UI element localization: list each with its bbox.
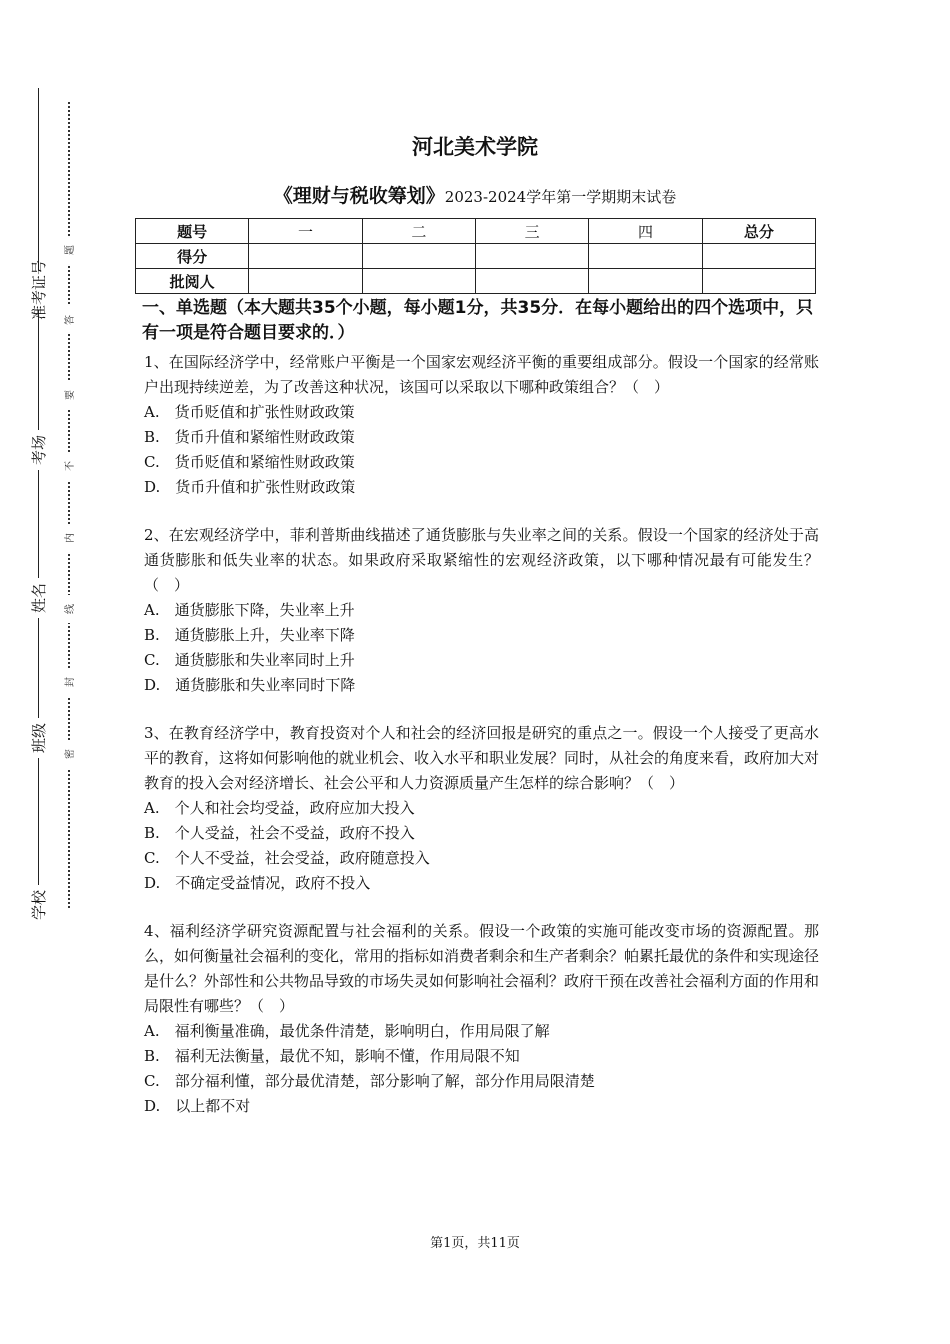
seal-char: 线 — [54, 595, 82, 623]
column-header: 三 — [475, 219, 588, 244]
term-label: 2023-2024学年第一学期期末试卷 — [444, 188, 677, 206]
score-cell[interactable] — [475, 244, 588, 269]
binding-label-class: 班级 — [18, 718, 58, 758]
option-c[interactable]: C. 部分福利懂，部分最优清楚，部分影响了解，部分作用局限清楚 — [144, 1072, 595, 1090]
seal-char: 封 — [54, 668, 82, 696]
score-table-header-row — [136, 219, 816, 244]
column-header-total: 总分 — [702, 219, 815, 244]
exam-subtitle — [0, 181, 950, 208]
binding-label-school: 学校 — [18, 885, 58, 925]
row-header-question-number: 题号 — [136, 219, 249, 244]
question-stem: 3、在教育经济学中，教育投资对个人和社会的经济回报是研究的重点之一。假设一个人接受了更高水平的教育，这将如何影响他的就业机会、收入水平和职业发展？同时，从社会的角度来看，政府加大对教育的投入会对经济增长、社会公平和人力资源质量产生怎样的综合影响？（ ） — [144, 724, 820, 792]
score-cell[interactable] — [589, 244, 702, 269]
score-cell[interactable] — [362, 244, 475, 269]
seal-char: 内 — [54, 524, 82, 552]
option-a[interactable]: A. 通货膨胀下降，失业率上升 — [144, 601, 355, 619]
binding-solid-line — [38, 88, 39, 918]
seal-char: 题 — [54, 236, 82, 264]
binding-dotted-line — [68, 102, 70, 908]
page-footer: 第1页，共11页 — [430, 1236, 520, 1251]
option-c[interactable]: C. 通货膨胀和失业率同时上升 — [144, 651, 355, 669]
score-cell[interactable] — [702, 244, 815, 269]
binding-label-exam-number: 准考证号 — [18, 270, 58, 310]
column-header: 二 — [362, 219, 475, 244]
reviewer-cell[interactable] — [475, 269, 588, 294]
seal-char: 密 — [54, 740, 82, 768]
school-title: 河北美术学院 — [412, 135, 538, 159]
seal-char: 要 — [54, 381, 82, 409]
reviewer-cell[interactable] — [702, 269, 815, 294]
question-stem: 2、在宏观经济学中，菲利普斯曲线描述了通货膨胀与失业率之间的关系。假设一个国家的经济处于高通货膨胀和低失业率的状态。如果政府采取紧缩性的宏观经济政策，以下哪种情况最有可能发生？（ ） — [144, 526, 819, 594]
option-b[interactable]: B. 通货膨胀上升，失业率下降 — [144, 626, 355, 644]
question — [144, 721, 819, 896]
option-b[interactable]: B. 个人受益，社会不受益，政府不投入 — [144, 824, 415, 842]
option-c[interactable]: C. 货币贬值和紧缩性财政政策 — [144, 453, 355, 471]
question-stem: 1、在国际经济学中，经常账户平衡是一个国家宏观经济平衡的重要组成部分。假设一个国家的经常账户出现持续逆差，为了改善这种状况，该国可以采取以下哪种政策组合？（ ） — [144, 353, 819, 396]
option-a[interactable]: A. 个人和社会均受益，政府应加大投入 — [144, 799, 415, 817]
option-a[interactable]: A. 福利衡量准确，最优条件清楚，影响明白，作用局限了解 — [144, 1022, 550, 1040]
row-header-score: 得分 — [136, 244, 249, 269]
seal-char: 答 — [54, 306, 82, 334]
section-heading: 一、单选题（本大题共35个小题，每小题1分，共35分．在每小题给出的四个选项中，只有一项是符合题目要求的．） — [142, 298, 814, 343]
question — [144, 350, 819, 500]
column-header: 一 — [249, 219, 362, 244]
score-cell[interactable] — [249, 244, 362, 269]
option-d[interactable]: D. 不确定受益情况，政府不投入 — [144, 874, 371, 892]
seal-char: 不 — [54, 452, 82, 480]
option-d[interactable]: D. 通货膨胀和失业率同时下降 — [144, 676, 356, 694]
option-d[interactable]: D. 以上都不对 — [144, 1097, 251, 1115]
option-d[interactable]: D. 货币升值和扩张性财政政策 — [144, 478, 356, 496]
reviewer-cell[interactable] — [249, 269, 362, 294]
reviewer-cell[interactable] — [589, 269, 702, 294]
option-b[interactable]: B. 货币升值和紧缩性财政政策 — [144, 428, 355, 446]
option-c[interactable]: C. 个人不受益，社会受益，政府随意投入 — [144, 849, 430, 867]
reviewer-cell[interactable] — [362, 269, 475, 294]
score-table-row-reviewer — [136, 269, 816, 294]
score-table — [135, 218, 816, 294]
binding-label-name: 姓名 — [18, 578, 58, 618]
option-a[interactable]: A. 货币贬值和扩张性财政政策 — [144, 403, 355, 421]
row-header-reviewer: 批阅人 — [136, 269, 249, 294]
course-name: 《理财与税收筹划》 — [273, 185, 445, 207]
question — [144, 523, 819, 698]
score-table-row-score — [136, 244, 816, 269]
option-b[interactable]: B. 福利无法衡量，最优不知，影响不懂，作用局限不知 — [144, 1047, 520, 1065]
binding-label-exam-room: 考场 — [18, 430, 58, 470]
column-header: 四 — [589, 219, 702, 244]
question — [144, 919, 819, 1119]
exam-content — [144, 296, 819, 1119]
question-stem: 4、福利经济学研究资源配置与社会福利的关系。假设一个政策的实施可能改变市场的资源配置。那么，如何衡量社会福利的变化，常用的指标如消费者剩余和生产者剩余？帕累托最优的条件和实现途径是什么？外部性和公共物品导致的市场失灵如何影响社会福利？政府干预在改善社会福利方面的作用和局限性有哪些？（ ） — [144, 922, 820, 1015]
